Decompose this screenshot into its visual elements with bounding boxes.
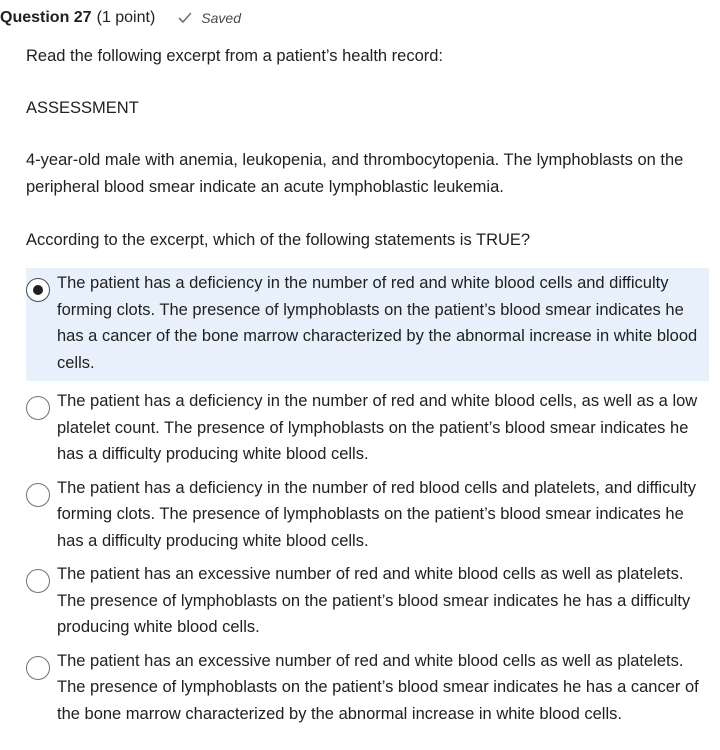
question-title: Question 27 <box>0 9 92 26</box>
answer-option-1[interactable] <box>26 268 709 381</box>
prompt-intro: Read the following excerpt from a patient’s health record: <box>26 47 444 65</box>
radio-button[interactable] <box>26 569 50 593</box>
question-points: (1 point) <box>96 9 156 26</box>
saved-status <box>177 10 241 26</box>
radio-button[interactable] <box>26 483 50 507</box>
radio-selected-dot <box>33 285 43 295</box>
answer-option-3[interactable] <box>26 473 709 555</box>
answer-option-4[interactable] <box>26 559 709 641</box>
checkmark-icon <box>177 10 193 26</box>
answer-option-label: The patient has a deficiency in the number of red blood cells and platelets, and difficulty forming clots. The presence of lymphoblasts on the patient’s blood smear indicates he has a difficulty producing white blood cells. <box>57 478 697 550</box>
saved-label: Saved <box>201 10 241 26</box>
answer-option-2[interactable] <box>26 386 709 468</box>
answer-option-label: The patient has a deficiency in the number of red and white blood cells, as well as a low platelet count. The presence of lymphoblasts on the patient’s blood smear indicates he has a difficulty producing white blood cells. <box>57 392 698 463</box>
radio-button[interactable] <box>26 656 50 680</box>
answer-option-label: The patient has an excessive number of red and white blood cells as well as platelets. The presence of lymphoblasts on the patient’s blood smear indicates he has a cancer of the bone marrow characterized by the abnormal increase in white blood cells. <box>57 651 699 723</box>
answer-option-5[interactable] <box>26 646 709 728</box>
question-text: According to the excerpt, which of the following statements is TRUE? <box>26 231 531 249</box>
assessment-text: 4-year-old male with anemia, leukopenia, and thrombocytopenia. The lymphoblasts on the peripheral blood smear indicate an acute lymphoblastic leukemia. <box>26 151 684 196</box>
answer-option-label: The patient has a deficiency in the number of red and white blood cells and difficulty forming clots. The presence of lymphoblasts on the patient’s blood smear indicates he has a cancer of the bone marrow characterized by the abnormal increase in white blood cells. <box>57 274 698 372</box>
answer-options <box>26 268 709 727</box>
radio-button[interactable] <box>26 278 50 302</box>
question-header <box>0 7 241 29</box>
radio-button[interactable] <box>26 396 50 420</box>
answer-option-label: The patient has an excessive number of red and white blood cells as well as platelets. The presence of lymphoblasts on the patient’s blood smear indicates he has a difficulty producing white blood cells. <box>57 565 691 636</box>
assessment-heading: ASSESSMENT <box>26 99 139 117</box>
